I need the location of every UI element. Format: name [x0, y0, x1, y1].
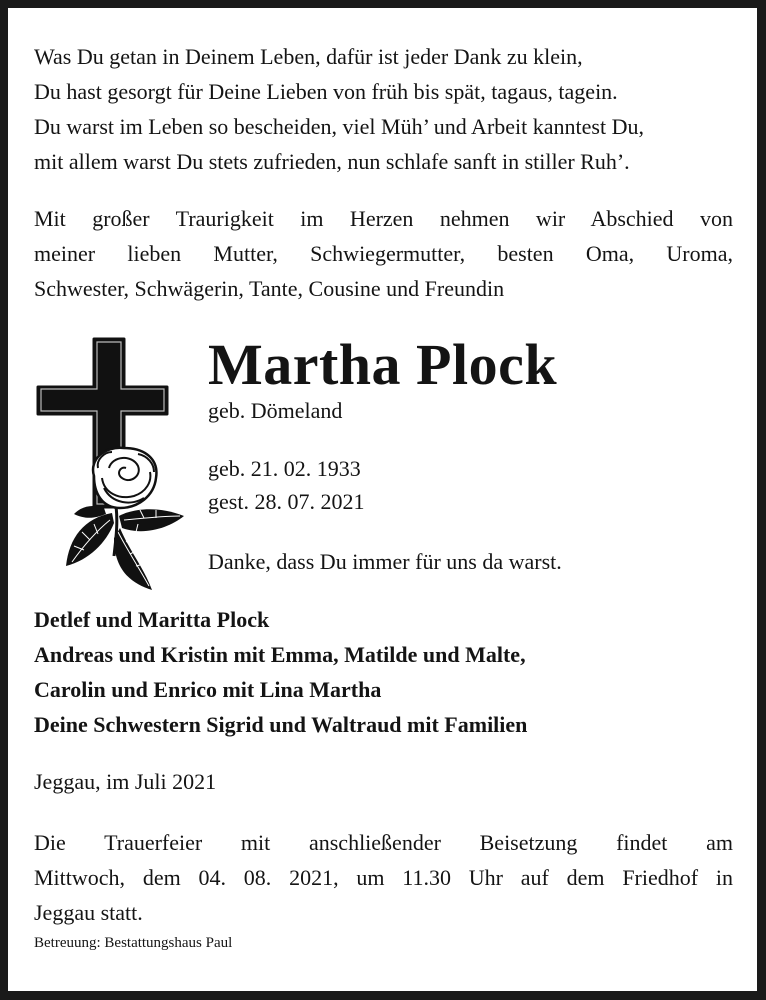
- poem-line: mit allem warst Du stets zufrieden, nun schlafe sanft in stiller Ruh’.: [34, 149, 630, 174]
- intro-line: meiner lieben Mutter, Schwiegermutter, besten Oma, Uroma,: [34, 241, 733, 266]
- death-date: gest. 28. 07. 2021: [208, 489, 365, 514]
- funeral-info: [34, 825, 733, 930]
- cross-with-rose-emblem: [34, 328, 184, 598]
- deceased-name: Martha Plock: [208, 332, 558, 397]
- birth-date: geb. 21. 02. 1933: [208, 456, 361, 481]
- intro-line: Schwester, Schwägerin, Tante, Cousine und Freundin: [34, 276, 505, 301]
- obituary-notice: [8, 8, 757, 991]
- funeral-line: Die Trauerfeier mit anschließender Beisetzung findet am: [34, 830, 733, 855]
- mourner-line: Deine Schwestern Sigrid und Waltraud mit Familien: [34, 712, 528, 737]
- mourners-list: [34, 602, 744, 742]
- poem-line: Was Du getan in Deinem Leben, dafür ist jeder Dank zu klein,: [34, 44, 583, 69]
- funeral-home-credit: Betreuung: Bestattungshaus Paul: [34, 935, 233, 951]
- funeral-line: Jeggau statt.: [34, 900, 143, 925]
- mourner-line: Detlef und Maritta Plock: [34, 607, 270, 632]
- place-and-date: Jeggau, im Juli 2021: [34, 769, 217, 794]
- thanks-line: Danke, dass Du immer für uns da warst.: [208, 549, 562, 574]
- poem-line: Du hast gesorgt für Deine Lieben von früh bis spät, tagaus, tagein.: [34, 79, 618, 104]
- rose-icon: [66, 448, 184, 590]
- funeral-line: Mittwoch, dem 04. 08. 2021, um 11.30 Uhr auf dem Friedhof in: [34, 865, 733, 890]
- farewell-intro: [34, 201, 733, 306]
- mourner-line: Carolin und Enrico mit Lina Martha: [34, 677, 382, 702]
- memorial-poem: [34, 39, 734, 179]
- mourner-line: Andreas und Kristin mit Emma, Matilde und Malte,: [34, 642, 526, 667]
- poem-line: Du warst im Leben so bescheiden, viel Müh’ und Arbeit kanntest Du,: [34, 114, 644, 139]
- cross-icon: [34, 328, 184, 598]
- maiden-name: geb. Dömeland: [208, 398, 343, 423]
- intro-line: Mit großer Traurigkeit im Herzen nehmen wir Abschied von: [34, 206, 733, 231]
